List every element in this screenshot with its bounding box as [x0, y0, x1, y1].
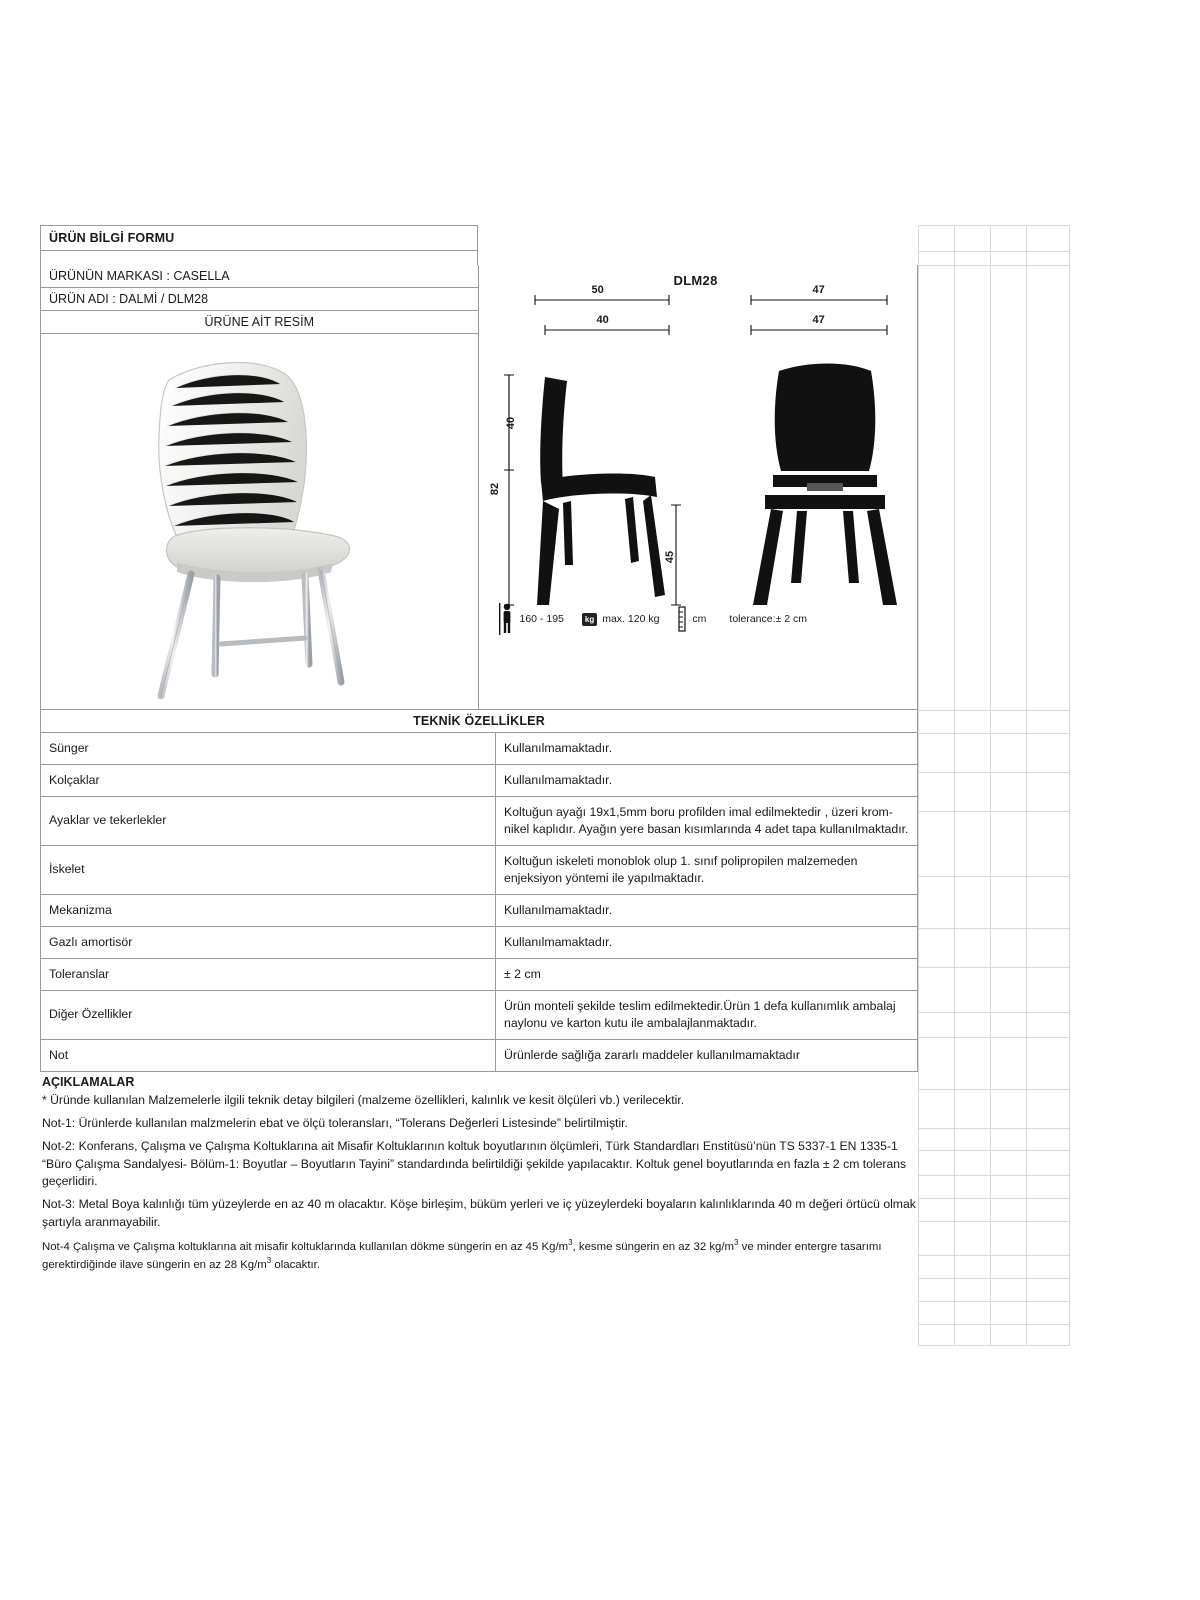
tech-label: Sünger [41, 733, 496, 764]
tech-value: Kullanılmamaktadır. [496, 926, 918, 958]
tech-value: ± 2 cm [496, 958, 918, 990]
table-row [41, 796, 918, 845]
product-photo-cell [41, 334, 478, 709]
note4-prefix: Not-4 Çalışma ve Çalışma koltuklarına ait misafir koltuklarında kullanılan dökme süngerin en az 45 Kg/m [42, 1240, 569, 1253]
tech-value: Ürünlerde sağlığa zararlı maddeler kullanılmamaktadır [496, 1039, 918, 1071]
tech-value: Kullanılmamaktadır. [496, 764, 918, 796]
tech-label: Ayaklar ve tekerlekler [41, 796, 496, 845]
tech-value: Kullanılmamaktadır. [496, 733, 918, 764]
dim-back-height: 40 [504, 416, 517, 430]
explanation-item: Not-3: Metal Boya kalınlığı tüm yüzeylerde en az 40 m olacaktır. Köşe birleşim, büküm yerleri ve iç yüzeylerdeki boyaların kalınlıklarında 40 m değeri örtücü olmak şartıyla aranmayabilir. [42, 1197, 916, 1229]
technical-drawing-column [479, 265, 918, 709]
legend-row [499, 603, 821, 635]
spreadsheet-grid [918, 225, 1070, 1345]
explanation-item: * Üründe kullanılan Malzemelerle ilgili teknik detay bilgileri (malzeme özellikleri, kalınlık ve kesit ölçüleri vb.) verilecektir. [42, 1092, 685, 1107]
explanations-heading: AÇIKLAMALAR [42, 1074, 135, 1089]
tech-value: Koltuğun ayağı 19x1,5mm boru profilden imal edilmektedir , üzeri krom-nikel kaplıdır. Ayağın yere basan kısımlarında 4 adet tapa kullanılmaktadır. [496, 796, 918, 845]
tech-value: Ürün monteli şekilde teslim edilmektedir.Ürün 1 defa kullanımlık ambalaj naylonu ve karton kutu ile ambalajlanmaktadır. [496, 990, 918, 1039]
document-body [40, 225, 918, 1280]
spacer-row [40, 251, 478, 265]
legend-weight-text: max. 120 kg [602, 613, 660, 625]
table-row [41, 894, 918, 926]
explanation-item: Not-2: Konferans, Çalışma ve Çalışma Koltuklarına ait Misafir Koltuklarının koltuk boyutlarının ölçümleri, Türk Standardları Enstitüsü’nün TS 5337-1 EN 1335-1 “Büro Çalışma Sandalyesi- Bölüm-1: Boyutlar – Boyutların Tayini” standardında belirtildiği şekilde yapılacaktır. Koltuk genel boyutlarında en fazla ± 2 cm tolerans geçerlidiri. [42, 1139, 907, 1188]
note4-suffix: ve minder entergre tasarımı gerektirdiğinde ilave süngerin en az 28 Kg/m [42, 1240, 882, 1272]
note4-exp-1: 3 [568, 1237, 573, 1247]
table-row [41, 926, 918, 958]
tech-label: Toleranslar [41, 958, 496, 990]
ruler-icon [677, 606, 687, 632]
dim-front-seat-width: 47 [812, 314, 825, 326]
model-code-label: DLM28 [673, 273, 718, 288]
header-block [40, 265, 918, 710]
table-row [41, 764, 918, 796]
kg-icon: kg [582, 613, 597, 626]
tech-label: Not [41, 1039, 496, 1071]
table-row [41, 990, 918, 1039]
image-caption-row: ÜRÜNE AİT RESİM [41, 311, 478, 334]
dim-seat-height: 45 [663, 550, 676, 564]
tech-value: Kullanılmamaktadır. [496, 894, 918, 926]
tech-label: Mekanizma [41, 894, 496, 926]
table-row [41, 845, 918, 894]
note4-mid: , kesme süngerin en az 32 kg/m [572, 1240, 735, 1253]
explanation-item-note4 [42, 1237, 918, 1274]
dim-side-seat-depth: 40 [596, 314, 609, 326]
dim-front-top-width: 47 [812, 284, 825, 296]
dim-total-height: 82 [488, 482, 501, 496]
note4-exp-3: 3 [266, 1256, 272, 1266]
legend-height-text: 160 - 195 [519, 613, 564, 625]
legend-unit-text: cm [692, 613, 707, 625]
table-row [41, 1039, 918, 1071]
legend-height [499, 603, 564, 635]
product-name-row: ÜRÜN ADI : DALMİ / DLM28 [41, 288, 478, 311]
tech-specs-table [40, 733, 918, 1072]
tech-label: İskelet [41, 845, 496, 894]
dim-side-top-width: 50 [591, 284, 604, 296]
drawing-canvas [479, 265, 918, 709]
table-row [41, 733, 918, 764]
tech-label: Kolçaklar [41, 764, 496, 796]
form-title: ÜRÜN BİLGİ FORMU [40, 225, 478, 251]
explanations-section [40, 1075, 918, 1274]
tech-value: Koltuğun iskeleti monoblok olup 1. sınıf polipropilen malzemeden enjeksiyon yöntemi ile yapılmaktadır. [496, 845, 918, 894]
table-row [41, 958, 918, 990]
person-icon [499, 603, 515, 635]
brand-row: ÜRÜNÜN MARKASI : CASELLA [41, 265, 478, 288]
legend-tolerance-text: tolerance:± 2 cm [729, 613, 807, 625]
tech-section-header: TEKNİK ÖZELLİKLER [40, 710, 918, 733]
product-identity-column [41, 265, 479, 709]
tech-label: Gazlı amortisör [41, 926, 496, 958]
note4-exp-2: 3 [734, 1237, 739, 1247]
legend-weight [582, 613, 660, 626]
tech-label: Diğer Özellikler [41, 990, 496, 1039]
legend-tolerance [677, 606, 807, 632]
explanation-item: Not-1: Ürünlerde kullanılan malzmelerin ebat ve ölçü toleransları, “Tolerans Değerleri Listesinde” belirtilmiştir. [42, 1115, 628, 1130]
product-photo [109, 344, 409, 699]
note4-end: olacaktır. [271, 1259, 320, 1272]
